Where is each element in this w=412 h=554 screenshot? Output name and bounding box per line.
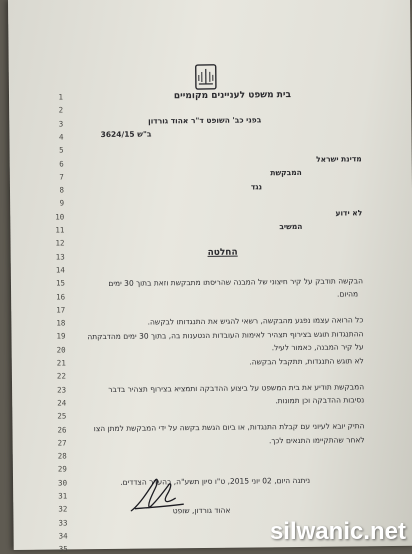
line-number: 10 xyxy=(50,212,64,221)
body-line: על קיר המבנה, כאמור לעיל. xyxy=(272,342,364,352)
respondent-name: לא ידוע xyxy=(335,208,362,217)
line-number: 9 xyxy=(50,199,64,208)
body-line: לא תוגש התנגדות, תתקבל הבקשה. xyxy=(249,356,364,366)
line-number: 2 xyxy=(49,106,63,115)
line-number: 23 xyxy=(52,385,66,394)
decision-title: החלטה xyxy=(207,248,237,258)
body-line: המבקשת תודיע את בית המשפט על ביצוע ההדבקה ותמציא בצירוף תצהיר בדבר xyxy=(108,382,364,394)
line-number: 16 xyxy=(51,292,65,301)
state-emblem-icon xyxy=(193,64,219,90)
line-number: 13 xyxy=(51,252,65,261)
signature-name: אהוד גורדון, שופט xyxy=(173,506,231,516)
line-number: 14 xyxy=(51,265,65,274)
court-name: בית משפט לעניינים מקומיים xyxy=(174,90,291,101)
body-line: מהיום. xyxy=(337,289,358,298)
line-number: 3 xyxy=(49,119,63,128)
line-number: 6 xyxy=(50,159,64,168)
line-number: 1 xyxy=(49,92,63,101)
line-number: 12 xyxy=(51,239,65,248)
line-number: 31 xyxy=(53,491,67,500)
line-number: 24 xyxy=(52,398,66,407)
line-number: 11 xyxy=(50,225,64,234)
line-number: 32 xyxy=(53,505,67,514)
applicant-name: מדינת ישראל xyxy=(316,154,362,163)
body-line: הבקשה תודבק על קיר חיצוני של המבנה שהריסתו מתבקשת וזאת בתוך 30 ימים xyxy=(108,276,363,288)
line-number: 30 xyxy=(53,478,67,487)
line-number: 27 xyxy=(53,438,67,447)
line-number: 4 xyxy=(49,132,63,141)
applicant-role: המבקשת xyxy=(270,168,302,177)
case-number: ב"ש 3624/15 xyxy=(101,130,152,140)
respondent-role: המשיב xyxy=(279,222,302,231)
versus-label: נגד xyxy=(251,182,262,191)
site-watermark: silwanic.net xyxy=(270,518,406,546)
line-number: 17 xyxy=(51,305,65,314)
body-line: כל הרואה עצמו נפגע מהבקשה, רשאי להגיש את התנגדותו לבקשה. xyxy=(148,315,364,326)
line-number: 21 xyxy=(52,358,66,367)
body-line: התיק יובא לעיוני עם קבלת התנגדות, או ביום הגשת בקשה על ידי המבקשת למתן הצו xyxy=(94,421,365,433)
line-number: 18 xyxy=(51,319,65,328)
judge-line: בפני כב' השופט ד"ר אהוד גורדון xyxy=(148,115,261,125)
line-number: 34 xyxy=(54,531,68,540)
line-number: 26 xyxy=(52,425,66,434)
line-number: 29 xyxy=(53,465,67,474)
line-number: 5 xyxy=(50,146,64,155)
line-number: 20 xyxy=(52,345,66,354)
given-line: ניתנה היום, 02 יוני 2015, ט"ו סיון תשע"ה, בהעדר הצדדים. xyxy=(120,476,310,487)
body-line: ההתנגדות תוגש בצירוף תצהיר לאימות העובדות הנטענות בה, בתוך 30 ימים מהדבקתה xyxy=(87,329,363,341)
line-number: 25 xyxy=(52,412,66,421)
line-number: 19 xyxy=(51,332,65,341)
line-number: 8 xyxy=(50,186,64,195)
line-number: 15 xyxy=(51,279,65,288)
line-number: 22 xyxy=(52,372,66,381)
line-number: 33 xyxy=(53,518,67,527)
line-number: 35 xyxy=(54,545,68,554)
document-page xyxy=(8,0,412,550)
body-line: לאחר שהתקיימו התנאים לכך. xyxy=(269,435,365,445)
line-number: 7 xyxy=(50,172,64,181)
line-number: 28 xyxy=(53,452,67,461)
body-line: נסיבות ההדבקה וכן תמונות. xyxy=(275,395,364,405)
